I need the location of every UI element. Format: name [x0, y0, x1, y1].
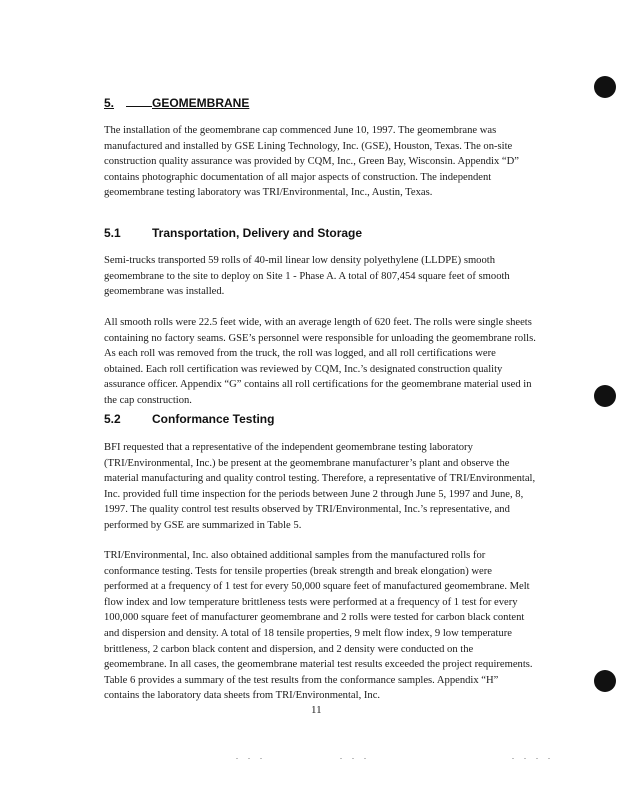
section-number: 5. — [104, 96, 115, 110]
transport-paragraph-2: All smooth rolls were 22.5 feet wide, with an average length of 620 feet. The rolls were single sheets containing no factory seams. GSE’s personnel were responsible for unloading the geomembrane rolls. As each roll was removed from the truck, the roll was logged, and all roll certifications were obtained. Each roll certification was reviewed by CQM, Inc.’s designated construction quality assurance officer. Appendix “G” contains all roll certifications for the geomembrane material used in the cap construction. — [104, 317, 536, 406]
punch-hole-bottom — [594, 670, 616, 692]
subsection-5-1-heading — [104, 226, 362, 240]
subsection-5-2-number: 5.2 — [104, 412, 121, 426]
conformance-paragraph-2: TRI/Environmental, Inc. also obtained additional samples from the manufactured rolls for conformance testing. Tests for tensile properties (break strength and break elongation) were performed at a frequency of 1 test for every 50,000 square feet of manufactured geomembrane. Melt flow index and low temperature brittleness tests were performed at a frequency of 1 test for every 100,000 square feet of manufacturer geomembrane and 2 rolls were tested for carbon black content and dispersion and density. A total of 18 tensile properties, 9 melt flow index, 9 low temperature brittleness, 2 carbon black content and dispersion, and 2 density were conducted on the geomembrane. In all cases, the geomembrane material test results exceeded the project requirements. Table 6 provides a summary of the test results from the conformance samples. Appendix “H” contains the laboratory data sheets from TRI/Environmental, Inc. — [104, 550, 533, 702]
punch-hole-middle — [594, 385, 616, 407]
scan-specks-left: . . . — [236, 752, 266, 761]
heading-underline-gap — [126, 96, 152, 107]
page-number: 11 — [311, 704, 322, 716]
section-title: GEOMEMBRANE — [152, 96, 250, 110]
section-heading — [104, 96, 249, 110]
subsection-5-2-title: Conformance Testing — [152, 412, 275, 426]
conformance-paragraph-1: BFI requested that a representative of the independent geomembrane testing laboratory (TRI/Environmental, Inc.) be present at the geomembrane manufacturer’s plant and observe the material manufacturing and quality control testing. Therefore, a representative of TRI/Environmental, Inc. provided full time inspection for the periods between June 2 through June 5, 1997 and June, 8, 1997. The quality control test results observed by TRI/Environmental, Inc.’s representative, and performed by GSE are summarized in Table 5. — [104, 442, 536, 531]
scan-specks-right: . . . . — [512, 752, 554, 761]
section-intro-paragraph: The installation of the geomembrane cap commenced June 10, 1997. The geomembrane was manufactured and installed by GSE Lining Technology, Inc. (GSE), Houston, Texas. The on-site construction quality assurance was provided by CQM, Inc., Green Bay, Wisconsin. Appendix “D” contains photographic documentation of all major aspects of construction. The independent geomembrane testing laboratory was TRI/Environmental, Inc., Austin, Texas. — [104, 125, 519, 199]
scan-specks-middle: . . . — [340, 752, 370, 761]
transport-paragraph-1: Semi-trucks transported 59 rolls of 40-mil linear low density polyethylene (LLDPE) smooth geomembrane to the site to deploy on Site 1 - Phase A. A total of 807,454 square feet of smooth geomembrane was installed. — [104, 255, 510, 298]
subsection-5-1-number: 5.1 — [104, 226, 121, 240]
punch-hole-top — [594, 76, 616, 98]
subsection-5-1-title: Transportation, Delivery and Storage — [152, 226, 363, 240]
subsection-5-2-heading — [104, 412, 274, 426]
